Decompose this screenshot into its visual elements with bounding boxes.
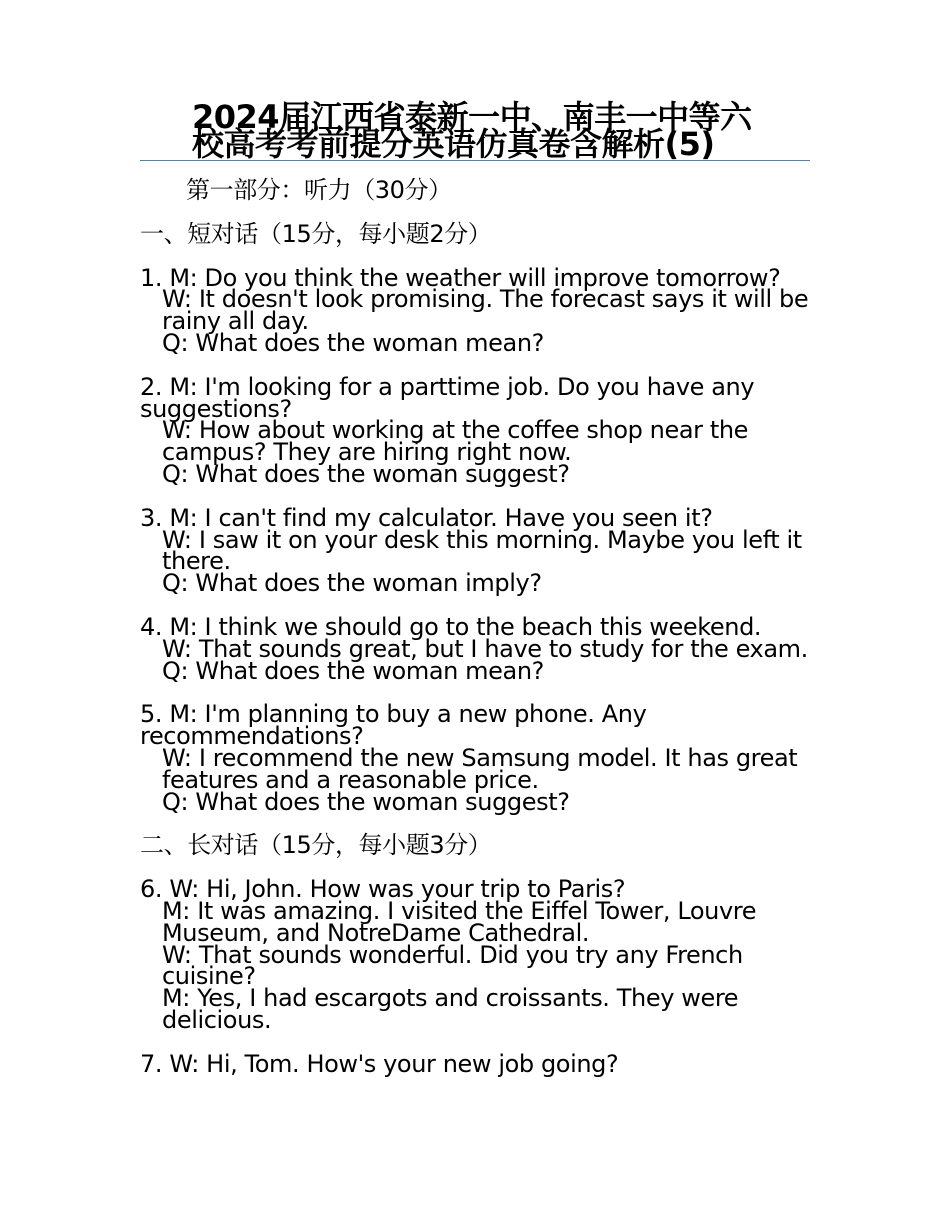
title-line-2: 校高考考前提分英语仿真卷含解析(5) bbox=[192, 125, 715, 163]
title-underline bbox=[140, 160, 810, 161]
dialogue-line: 7. W: Hi, Tom. How's your new job going? bbox=[140, 1049, 619, 1078]
part-heading: 第一部分：听力（30分） bbox=[186, 176, 452, 204]
dialogue-line-m: 4. M: I think we should go to the beach this weekend. bbox=[140, 612, 762, 641]
section-heading-long: 二、长对话（15分，每小题3分） bbox=[140, 831, 492, 860]
dialogue-line-w: W: I saw it on your desk this morning. Maybe you left it there. bbox=[162, 525, 802, 576]
dialogue-line-m: 1. M: Do you think the weather will improve tomorrow? bbox=[140, 263, 781, 292]
document-title bbox=[140, 98, 810, 163]
section-heading-short: 一、短对话（15分，每小题2分） bbox=[140, 219, 492, 248]
dialogue-5 bbox=[140, 700, 812, 816]
dialogue-line: M: It was amazing. I visited the Eiffel Tower, Louvre Museum, and NotreDame Cathedral. bbox=[162, 896, 757, 947]
dialogue-7 bbox=[140, 1049, 812, 1078]
dialogue-question: Q: What does the woman mean? bbox=[162, 328, 544, 357]
dialogue-line-m: 2. M: I'm looking for a parttime job. Do you have any suggestions? bbox=[140, 372, 755, 423]
dialogue-line-m: 3. M: I can't find my calculator. Have you seen it? bbox=[140, 503, 713, 532]
document-body bbox=[140, 176, 812, 1098]
dialogue-line-w: W: It doesn't look promising. The forecast says it will be rainy all day. bbox=[162, 285, 809, 336]
dialogue-6 bbox=[140, 875, 812, 1034]
dialogue-line-m: 5. M: I'm planning to buy a new phone. Any recommendations? bbox=[140, 700, 647, 751]
dialogue-line: W: That sounds wonderful. Did you try any French cuisine? bbox=[162, 940, 743, 991]
dialogue-question: Q: What does the woman mean? bbox=[162, 656, 544, 685]
dialogue-question: Q: What does the woman imply? bbox=[162, 569, 542, 598]
dialogue-question: Q: What does the woman suggest? bbox=[162, 787, 570, 816]
dialogue-3 bbox=[140, 503, 812, 598]
dialogue-line: M: Yes, I had escargots and croissants. They were delicious. bbox=[162, 984, 739, 1034]
dialogue-line-w: W: That sounds great, but I have to study for the exam. bbox=[162, 634, 808, 663]
dialogue-question: Q: What does the woman suggest? bbox=[162, 459, 570, 488]
dialogue-4 bbox=[140, 612, 812, 685]
dialogue-1 bbox=[140, 263, 812, 357]
dialogue-2 bbox=[140, 372, 812, 488]
dialogue-line: 6. W: Hi, John. How was your trip to Paris? bbox=[140, 875, 626, 904]
dialogue-line-w: W: I recommend the new Samsung model. It has great features and a reasonable price. bbox=[162, 743, 798, 794]
dialogue-line-w: W: How about working at the coffee shop near the campus? They are hiring right now. bbox=[162, 416, 749, 467]
title-line-1: 2024届江西省泰新一中、南丰一中等六 bbox=[192, 98, 752, 136]
